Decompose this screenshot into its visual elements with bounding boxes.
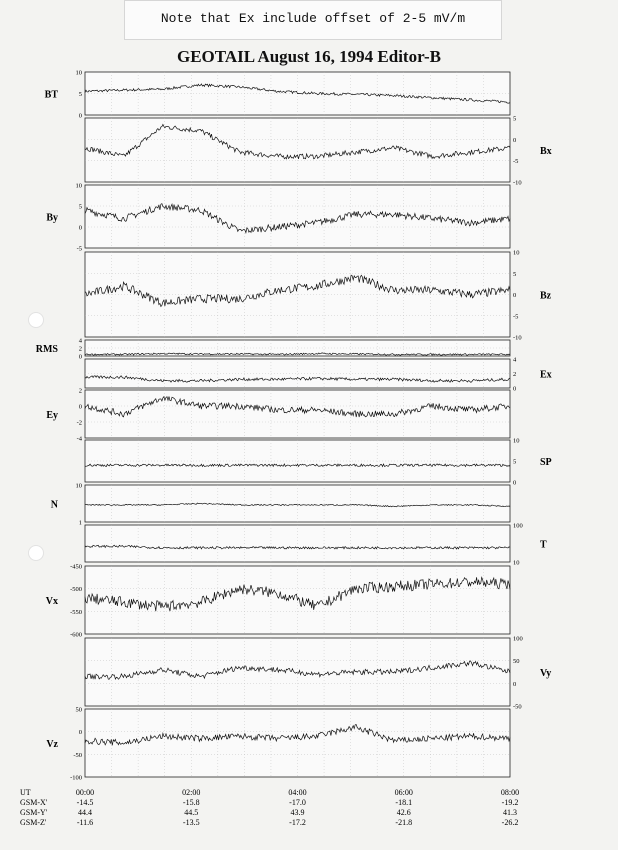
tick-label: 0	[78, 353, 82, 361]
page-title: GEOTAIL August 16, 1994 Editor-B	[176, 47, 442, 66]
tick-label: 0	[513, 385, 517, 393]
row-value: 08:00	[500, 788, 520, 797]
tick-label: 0	[78, 224, 82, 232]
tick-label: 4	[78, 337, 82, 345]
tick-label: 0	[78, 729, 82, 737]
panel-label-vx: Vx	[45, 596, 58, 607]
row-value: 04:00	[288, 788, 307, 797]
row-value: -13.5	[182, 818, 200, 827]
tick-label: 2	[78, 345, 82, 353]
panel-label-ex: Ex	[540, 369, 552, 381]
tick-label: -10	[513, 334, 522, 342]
tick-label: -500	[70, 586, 82, 594]
row-value: -17.2	[289, 818, 306, 827]
tick-label: 0	[513, 292, 517, 299]
row-value: 02:00	[182, 788, 201, 797]
tick-label: 100	[513, 635, 523, 643]
tick-label: -4	[76, 435, 82, 443]
row-value: 43.9	[290, 808, 305, 817]
row-value: 00:00	[75, 788, 95, 797]
tick-label: -100	[70, 774, 82, 782]
tick-label: 5	[513, 458, 517, 466]
row-value: -11.6	[76, 818, 94, 827]
tick-label: -10	[513, 179, 522, 187]
tick-label: -5	[76, 245, 82, 253]
row-label: GSM-X'	[20, 798, 48, 807]
tick-label: 100	[513, 522, 523, 530]
tick-label: 5	[78, 91, 82, 98]
row-label: UT	[20, 788, 31, 797]
tick-label: 0	[78, 403, 82, 411]
tick-label: 0	[78, 112, 82, 120]
tick-label: 10	[513, 437, 520, 445]
tick-label: -5	[513, 158, 519, 166]
tick-label: 5	[78, 203, 82, 211]
row-value: 44.5	[184, 808, 199, 817]
row-value: -17.0	[289, 798, 306, 807]
panel-label-vy: Vy	[540, 668, 552, 679]
tick-label: 0	[513, 479, 517, 487]
tick-label: 50	[513, 658, 520, 666]
tick-label: -50	[73, 751, 82, 759]
tick-label: -450	[70, 563, 82, 571]
tick-label: 50	[75, 706, 82, 714]
tick-label: -50	[513, 703, 522, 711]
panel-label-sp: SP	[540, 457, 552, 468]
tick-label: 4	[513, 356, 517, 364]
row-value: -15.8	[182, 798, 200, 807]
row-label: GSM-Y'	[20, 808, 48, 817]
panel-label-n: N	[50, 499, 58, 511]
row-value: -18.1	[395, 798, 413, 807]
panel-label-bx: Bx	[540, 146, 552, 157]
panel-label-vz: Vz	[46, 739, 58, 750]
tick-label: 0	[513, 136, 517, 144]
row-value: -26.2	[501, 818, 519, 827]
tick-label: 10	[513, 249, 520, 257]
tick-label: 1	[78, 519, 82, 527]
panel-label-rms: RMS	[35, 344, 58, 355]
row-value: 06:00	[394, 788, 413, 797]
panel-label-by: By	[46, 212, 58, 224]
tick-label: 10	[513, 559, 520, 567]
tick-label: 2	[513, 371, 517, 378]
tick-label: 10	[75, 69, 82, 77]
tick-label: -600	[70, 631, 82, 639]
row-value: -14.5	[76, 798, 94, 807]
offset-note: Note that Ex include offset of 2-5 mV/m	[124, 0, 502, 40]
panel-label-bt: BT	[44, 89, 58, 101]
tick-label: -5	[513, 313, 519, 321]
tick-label: 10	[75, 182, 82, 190]
row-value: -21.8	[395, 818, 413, 827]
panel-label-ey: Ey	[46, 410, 58, 421]
tick-label: 0	[513, 680, 517, 688]
panel-label-bz: Bz	[540, 290, 552, 302]
panel-label-t: T	[540, 539, 547, 551]
tick-label: 2	[78, 387, 82, 395]
tick-label: -550	[70, 608, 82, 616]
row-value: 44.4	[78, 808, 92, 817]
tick-label: 10	[75, 482, 82, 490]
tick-label: 5	[513, 270, 517, 278]
tick-label: -2	[76, 419, 82, 427]
row-label: GSM-Z'	[20, 818, 47, 827]
row-value: 42.6	[396, 808, 411, 817]
row-value: -19.2	[501, 798, 519, 807]
row-value: 41.3	[503, 808, 517, 817]
tick-label: 5	[513, 115, 517, 123]
